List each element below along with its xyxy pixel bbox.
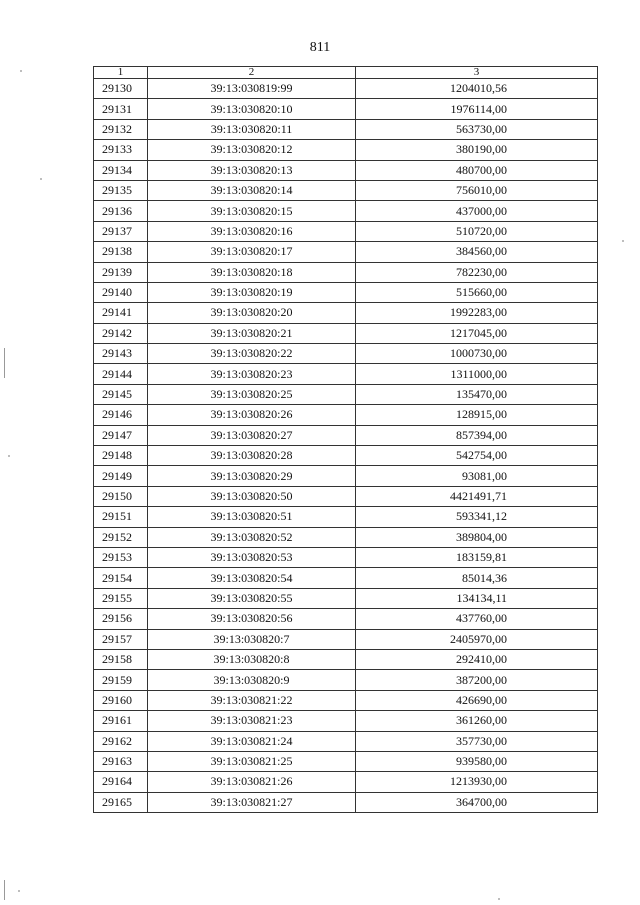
row-number-cell: 29157 (94, 629, 148, 649)
row-number-cell: 29131 (94, 99, 148, 119)
cadastral-number-cell: 39:13:030820:21 (148, 323, 356, 343)
value-cell: 542754,00 (356, 446, 598, 466)
data-table (93, 66, 598, 813)
column-header-3: 3 (356, 67, 598, 79)
table-row (94, 79, 598, 99)
value-cell: 1992283,00 (356, 303, 598, 323)
cadastral-number-cell: 39:13:030820:54 (148, 568, 356, 588)
table-row (94, 425, 598, 445)
value-cell: 357730,00 (356, 731, 598, 751)
data-table-container (93, 66, 597, 813)
row-number-cell: 29139 (94, 262, 148, 282)
cadastral-number-cell: 39:13:030820:15 (148, 201, 356, 221)
table-row (94, 303, 598, 323)
row-number-cell: 29154 (94, 568, 148, 588)
scan-dot (40, 178, 42, 180)
value-cell: 292410,00 (356, 649, 598, 669)
row-number-cell: 29142 (94, 323, 148, 343)
cadastral-number-cell: 39:13:030820:16 (148, 221, 356, 241)
row-number-cell: 29161 (94, 711, 148, 731)
value-cell: 1000730,00 (356, 344, 598, 364)
table-body (94, 79, 598, 813)
value-cell: 1204010,56 (356, 79, 598, 99)
row-number-cell: 29145 (94, 384, 148, 404)
value-cell: 361260,00 (356, 711, 598, 731)
scan-dot (18, 890, 20, 892)
cadastral-number-cell: 39:13:030820:23 (148, 364, 356, 384)
table-row (94, 221, 598, 241)
row-number-cell: 29163 (94, 751, 148, 771)
row-number-cell: 29151 (94, 507, 148, 527)
table-row (94, 711, 598, 731)
row-number-cell: 29138 (94, 242, 148, 262)
cadastral-number-cell: 39:13:030820:13 (148, 160, 356, 180)
value-cell: 4421491,71 (356, 486, 598, 506)
row-number-cell: 29140 (94, 282, 148, 302)
value-cell: 857394,00 (356, 425, 598, 445)
value-cell: 389804,00 (356, 527, 598, 547)
scan-dot (20, 70, 22, 72)
table-row (94, 609, 598, 629)
value-cell: 128915,00 (356, 405, 598, 425)
table-row (94, 323, 598, 343)
table-row (94, 160, 598, 180)
table-row (94, 527, 598, 547)
cadastral-number-cell: 39:13:030820:17 (148, 242, 356, 262)
table-row (94, 547, 598, 567)
table-row (94, 568, 598, 588)
table-row (94, 751, 598, 771)
value-cell: 364700,00 (356, 792, 598, 812)
value-cell: 384560,00 (356, 242, 598, 262)
table-row (94, 119, 598, 139)
table-row (94, 690, 598, 710)
table-row (94, 772, 598, 792)
cadastral-number-cell: 39:13:030820:53 (148, 547, 356, 567)
table-row (94, 792, 598, 812)
scan-dot (8, 455, 10, 457)
cadastral-number-cell: 39:13:030820:11 (148, 119, 356, 139)
row-number-cell: 29136 (94, 201, 148, 221)
row-number-cell: 29165 (94, 792, 148, 812)
table-row (94, 670, 598, 690)
cadastral-number-cell: 39:13:030821:25 (148, 751, 356, 771)
cadastral-number-cell: 39:13:030819:99 (148, 79, 356, 99)
page-number: 811 (309, 40, 331, 55)
value-cell: 939580,00 (356, 751, 598, 771)
value-cell: 480700,00 (356, 160, 598, 180)
table-row (94, 649, 598, 669)
row-number-cell: 29164 (94, 772, 148, 792)
cadastral-number-cell: 39:13:030820:27 (148, 425, 356, 445)
table-row (94, 344, 598, 364)
table-row (94, 99, 598, 119)
value-cell: 782230,00 (356, 262, 598, 282)
value-cell: 1976114,00 (356, 99, 598, 119)
row-number-cell: 29149 (94, 466, 148, 486)
value-cell: 437760,00 (356, 609, 598, 629)
row-number-cell: 29148 (94, 446, 148, 466)
row-number-cell: 29150 (94, 486, 148, 506)
value-cell: 85014,36 (356, 568, 598, 588)
cadastral-number-cell: 39:13:030820:26 (148, 405, 356, 425)
cadastral-number-cell: 39:13:030820:9 (148, 670, 356, 690)
cadastral-number-cell: 39:13:030820:55 (148, 588, 356, 608)
value-cell: 426690,00 (356, 690, 598, 710)
row-number-cell: 29137 (94, 221, 148, 241)
cadastral-number-cell: 39:13:030821:23 (148, 711, 356, 731)
cadastral-number-cell: 39:13:030820:51 (148, 507, 356, 527)
value-cell: 380190,00 (356, 140, 598, 160)
table-row (94, 180, 598, 200)
table-row (94, 405, 598, 425)
row-number-cell: 29156 (94, 609, 148, 629)
table-row (94, 466, 598, 486)
cadastral-number-cell: 39:13:030820:18 (148, 262, 356, 282)
row-number-cell: 29134 (94, 160, 148, 180)
cadastral-number-cell: 39:13:030820:12 (148, 140, 356, 160)
scan-dot (498, 898, 500, 900)
table-row (94, 446, 598, 466)
column-header-2: 2 (148, 67, 356, 79)
cadastral-number-cell: 39:13:030820:14 (148, 180, 356, 200)
cadastral-number-cell: 39:13:030820:29 (148, 466, 356, 486)
cadastral-number-cell: 39:13:030820:22 (148, 344, 356, 364)
scan-mark (4, 348, 5, 378)
table-row (94, 384, 598, 404)
value-cell: 183159,81 (356, 547, 598, 567)
value-cell: 563730,00 (356, 119, 598, 139)
cadastral-number-cell: 39:13:030820:25 (148, 384, 356, 404)
column-header-1: 1 (94, 67, 148, 79)
cadastral-number-cell: 39:13:030821:22 (148, 690, 356, 710)
row-number-cell: 29153 (94, 547, 148, 567)
row-number-cell: 29143 (94, 344, 148, 364)
cadastral-number-cell: 39:13:030820:19 (148, 282, 356, 302)
cadastral-number-cell: 39:13:030821:26 (148, 772, 356, 792)
row-number-cell: 29159 (94, 670, 148, 690)
row-number-cell: 29146 (94, 405, 148, 425)
table-row (94, 282, 598, 302)
table-row (94, 507, 598, 527)
table-row (94, 629, 598, 649)
row-number-cell: 29135 (94, 180, 148, 200)
table-row (94, 262, 598, 282)
row-number-cell: 29141 (94, 303, 148, 323)
table-row (94, 731, 598, 751)
scan-dot (622, 240, 624, 242)
cadastral-number-cell: 39:13:030820:8 (148, 649, 356, 669)
table-row (94, 588, 598, 608)
table-row (94, 364, 598, 384)
cadastral-number-cell: 39:13:030820:7 (148, 629, 356, 649)
value-cell: 1213930,00 (356, 772, 598, 792)
cadastral-number-cell: 39:13:030820:28 (148, 446, 356, 466)
table-row (94, 486, 598, 506)
value-cell: 437000,00 (356, 201, 598, 221)
value-cell: 1217045,00 (356, 323, 598, 343)
row-number-cell: 29144 (94, 364, 148, 384)
value-cell: 93081,00 (356, 466, 598, 486)
table-header-row (94, 67, 598, 79)
row-number-cell: 29160 (94, 690, 148, 710)
value-cell: 387200,00 (356, 670, 598, 690)
cadastral-number-cell: 39:13:030820:56 (148, 609, 356, 629)
value-cell: 515660,00 (356, 282, 598, 302)
cadastral-number-cell: 39:13:030820:20 (148, 303, 356, 323)
row-number-cell: 29158 (94, 649, 148, 669)
scan-mark (4, 880, 5, 900)
row-number-cell: 29130 (94, 79, 148, 99)
value-cell: 135470,00 (356, 384, 598, 404)
value-cell: 134134,11 (356, 588, 598, 608)
cadastral-number-cell: 39:13:030820:50 (148, 486, 356, 506)
row-number-cell: 29152 (94, 527, 148, 547)
value-cell: 1311000,00 (356, 364, 598, 384)
row-number-cell: 29162 (94, 731, 148, 751)
cadastral-number-cell: 39:13:030821:27 (148, 792, 356, 812)
value-cell: 510720,00 (356, 221, 598, 241)
value-cell: 2405970,00 (356, 629, 598, 649)
table-row (94, 140, 598, 160)
cadastral-number-cell: 39:13:030820:52 (148, 527, 356, 547)
value-cell: 756010,00 (356, 180, 598, 200)
cadastral-number-cell: 39:13:030820:10 (148, 99, 356, 119)
value-cell: 593341,12 (356, 507, 598, 527)
table-row (94, 242, 598, 262)
row-number-cell: 29155 (94, 588, 148, 608)
row-number-cell: 29147 (94, 425, 148, 445)
row-number-cell: 29132 (94, 119, 148, 139)
row-number-cell: 29133 (94, 140, 148, 160)
table-row (94, 201, 598, 221)
cadastral-number-cell: 39:13:030821:24 (148, 731, 356, 751)
